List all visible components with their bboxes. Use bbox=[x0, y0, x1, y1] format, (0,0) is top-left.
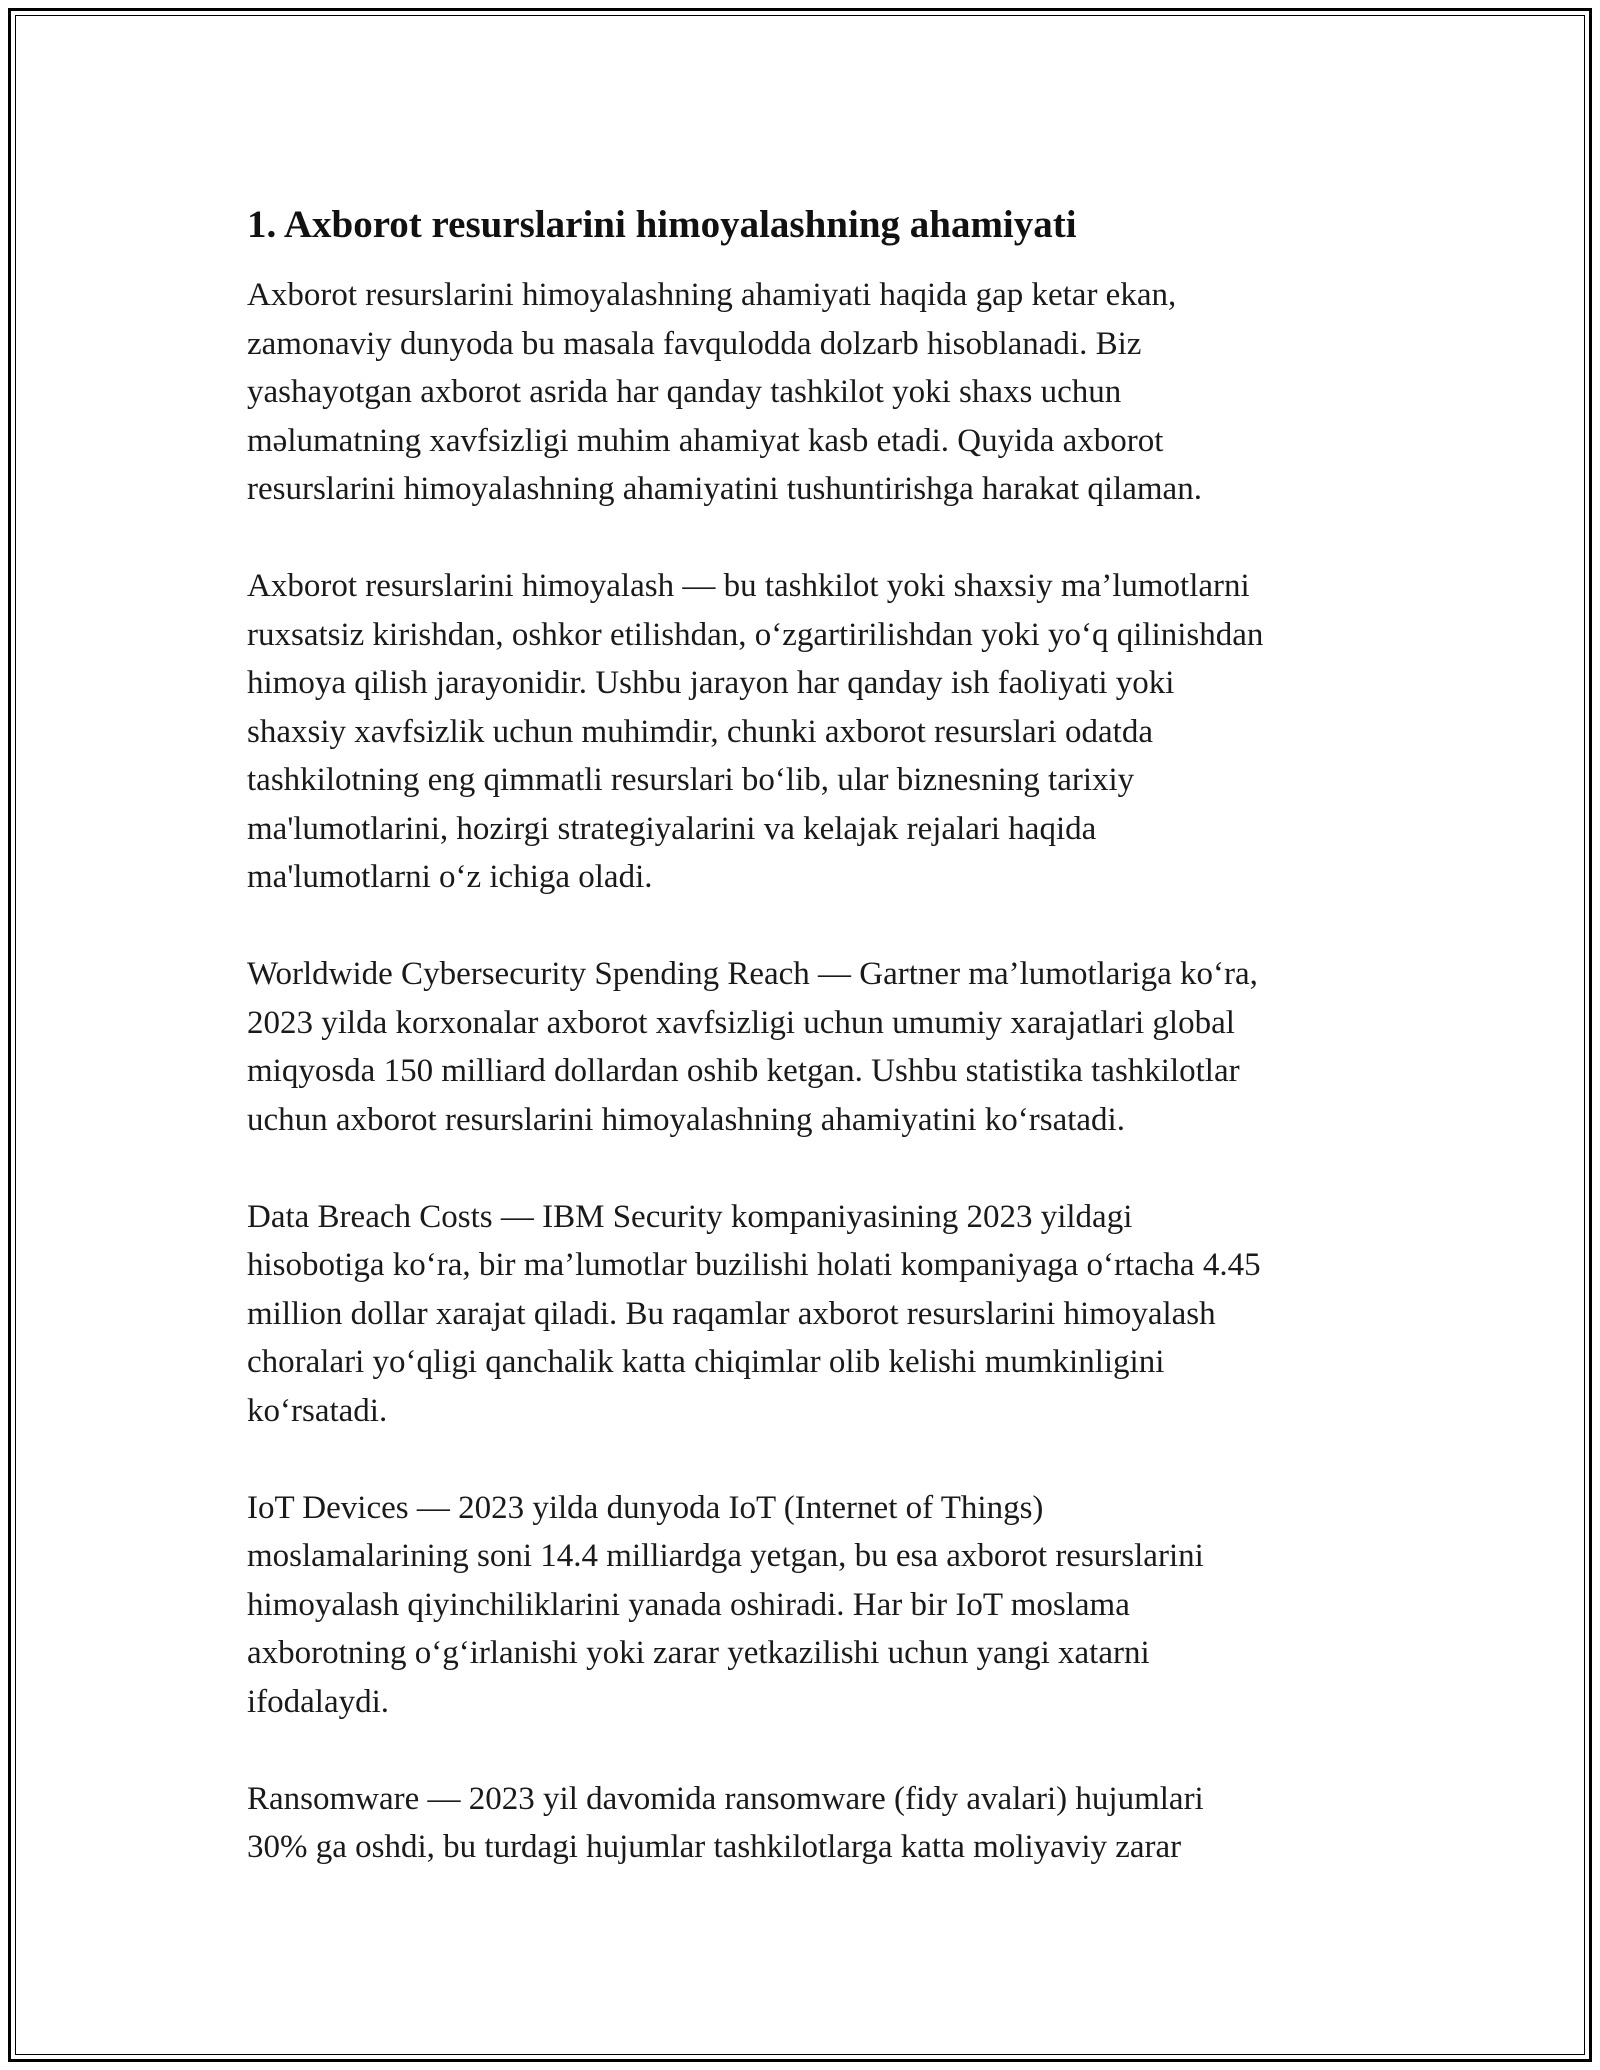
paragraph-cybersecurity-spending: Worldwide Cybersecurity Spending Reach — Gartner ma’lumotlariga ko‘ra, 2023 yilda korxonalar axborot xavfsizligi uchun umumiy xarajatlari global miqyosda 150 milliard dollardan oshib ketgan. Ushbu statistika tashkilotlar uchun axborot resurslarini himoyalashning ahamiyatini ko‘rsatadi. bbox=[247, 956, 1258, 1138]
section-heading: 1. Axborot resurslarini himoyalashning ahamiyati bbox=[247, 203, 1077, 246]
paragraph-ransomware: Ransomware — 2023 yil davomida ransomware (fidy avalari) hujumlari 30% ga oshdi, bu turdagi hujumlar tashkilotlarga katta moliyaviy zarar bbox=[247, 1780, 1204, 1865]
paragraph-data-breach-costs: Data Breach Costs — IBM Security kompaniyasining 2023 yildagi hisobotiga ko‘ra, bir ma’lumotlar buzilishi holati kompaniyaga o‘rtacha 4.45 million dollar xarajat qiladi. Bu raqamlar axborot resurslarini himoyalash choralari yo‘qligi qanchalik katta chiqimlar olib kelishi mumkinligini ko‘rsatadi. bbox=[247, 1198, 1261, 1429]
paragraph-definition: Axborot resurslarini himoyalash — bu tashkilot yoki shaxsiy ma’lumotlarni ruxsatsiz kirishdan, oshkor etilishdan, o‘zgartirilishdan yoki yo‘q qilinishdan himoya qilish jarayonidir. Ushbu jarayon har qanday ish faoliyati yoki shaxsiy xavfsizlik uchun muhimdir, chunki axborot resurslari odatda tashkilotning eng qimmatli resurslari bo‘lib, ular biznesning tarixiy ma'lumotlarini, hozirgi strategiyalarini va kelajak rejalari haqida ma'lumotlarni o‘z ichiga oladi. bbox=[247, 568, 1264, 895]
page-border bbox=[8, 8, 1592, 2062]
document-body bbox=[247, 201, 1387, 1872]
paragraph-intro: Axborot resurslarini himoyalashning ahamiyati haqida gap ketar ekan, zamonaviy dunyoda bu masala favqulodda dolzarb hisoblanadi. Biz yashayotgan axborot asrida har qanday tashkilot yoki shaxs uchun məlumatning xavfsizligi muhim ahamiyat kasb etadi. Quyida axborot resurslarini himoyalashning ahamiyatini tushuntirishga harakat qilaman. bbox=[247, 277, 1202, 507]
paragraph-iot-devices: IoT Devices — 2023 yilda dunyoda IoT (Internet of Things) moslamalarining soni 14.4 milliardga yetgan, bu esa axborot resurslarini himoyalash qiyinchiliklarini yanada oshiradi. Har bir IoT moslama axborotning o‘g‘irlanishi yoki zarar yetkazilishi uchun yangi xatarni ifodalaydi. bbox=[247, 1489, 1204, 1720]
